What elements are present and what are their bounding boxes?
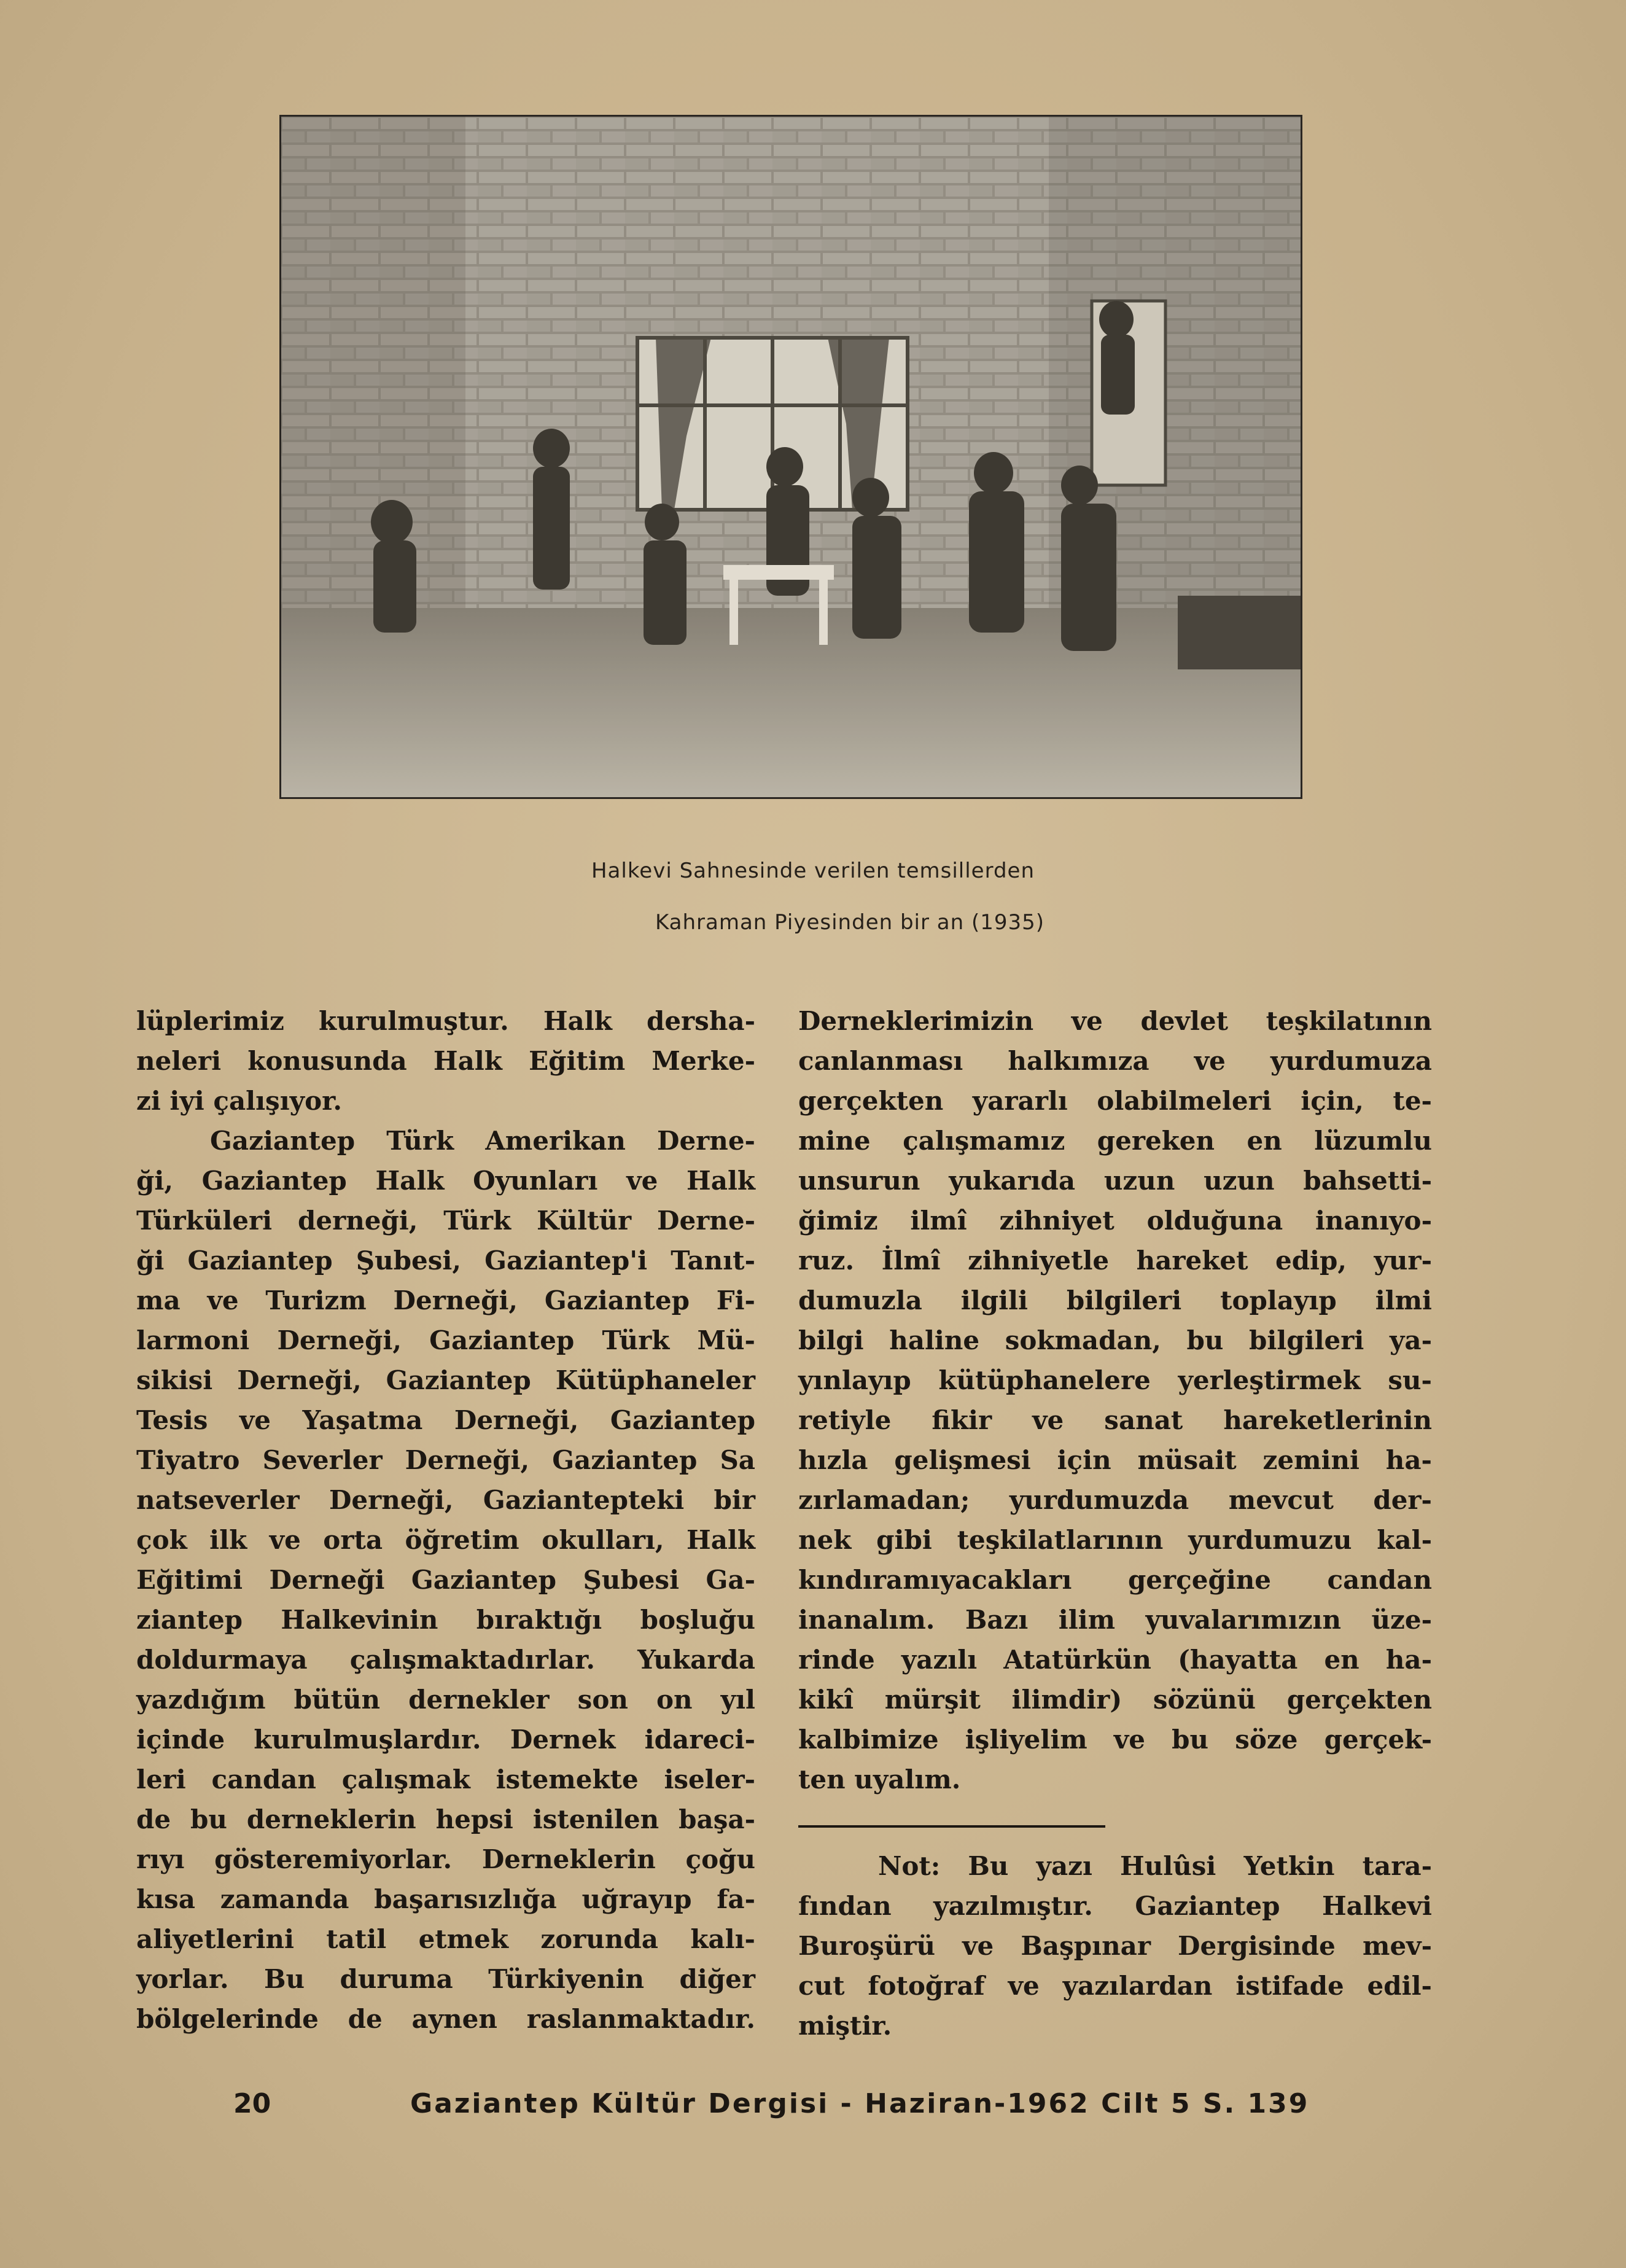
photo-caption-line-2: Kahraman Piyesinden bir an (1935) — [655, 910, 1045, 935]
note-line: cut fotoğraf ve yazılardan istifade edil- — [798, 1971, 1432, 2001]
note-line: fından yazılmıştır. Gaziantep Halkevi — [798, 1891, 1432, 1921]
text-line: rinde yazılı Atatürkün (hayatta en ha- — [798, 1645, 1432, 1675]
stage-scene-image — [281, 117, 1301, 797]
note-line: Buroşürü ve Başpınar Dergisinde mev- — [798, 1931, 1432, 1961]
photo-caption-line-1: Halkevi Sahnesinde verilen temsillerden — [591, 859, 1035, 883]
text-line: ziantep Halkevinin bıraktığı boşluğu — [136, 1605, 755, 1635]
text-line: kalbimize işliyelim ve bu söze gerçek- — [798, 1724, 1432, 1755]
text-line: ma ve Turizm Derneği, Gaziantep Fi- — [136, 1285, 755, 1315]
text-line: kısa zamanda başarısızlığa uğrayıp fa- — [136, 1884, 755, 1914]
text-line: yazdığım bütün dernekler son on yıl — [136, 1685, 755, 1715]
left-column — [136, 1001, 755, 2039]
text-line: Eğitimi Derneği Gaziantep Şubesi Ga- — [136, 1565, 755, 1595]
right-column — [798, 1001, 1432, 2046]
text-line: aliyetlerini tatil etmek zorunda kalı- — [136, 1924, 755, 1954]
text-line: neleri konusunda Halk Eğitim Merke- — [136, 1046, 755, 1076]
stage-photograph — [281, 117, 1301, 797]
text-line: leri candan çalışmak istemekte iseler- — [136, 1764, 755, 1795]
text-line: sikisi Derneği, Gaziantep Kütüphaneler — [136, 1365, 755, 1395]
text-line: mine çalışmamız gereken en lüzumlu — [798, 1126, 1432, 1156]
text-line: zi iyi çalışıyor. — [136, 1086, 342, 1116]
text-line: ği Gaziantep Şubesi, Gaziantep'i Tanıt- — [136, 1245, 755, 1276]
note-divider — [798, 1825, 1105, 1828]
text-line: içinde kurulmuşlardır. Dernek idareci- — [136, 1724, 755, 1755]
text-line: de bu derneklerin hepsi istenilen başa- — [136, 1804, 755, 1834]
text-line: larmoni Derneği, Gaziantep Türk Mü- — [136, 1325, 755, 1355]
text-line: çok ilk ve orta öğretim okulları, Halk — [136, 1525, 755, 1555]
text-line: ten uyalım. — [798, 1764, 961, 1795]
text-line: hızla gelişmesi için müsait zemini ha- — [798, 1445, 1432, 1475]
note-line: miştir. — [798, 2011, 892, 2041]
page-number: 20 — [233, 2088, 271, 2119]
text-line: lüplerimiz kurulmuştur. Halk dersha- — [136, 1006, 755, 1036]
text-line: ruz. İlmî zihniyetle hareket edip, yur- — [798, 1245, 1432, 1276]
text-line: bilgi haline sokmadan, bu bilgileri ya- — [798, 1325, 1432, 1355]
text-line: retiyle fikir ve sanat hareketlerinin — [798, 1405, 1432, 1435]
text-line: Derneklerimizin ve devlet teşkilatının — [798, 1006, 1432, 1036]
text-line: yorlar. Bu duruma Türkiyenin diğer — [136, 1964, 755, 1994]
journal-citation: Gaziantep Kültür Dergisi - Haziran-1962 Cilt 5 S. 139 — [410, 2088, 1310, 2119]
text-line: rıyı gösteremiyorlar. Derneklerin çoğu — [136, 1844, 755, 1874]
text-line: Tiyatro Severler Derneği, Gaziantep Sa — [136, 1445, 755, 1475]
text-line: inanalım. Bazı ilim yuvalarımızın üze- — [798, 1605, 1432, 1635]
text-line: canlanması halkımıza ve yurdumuza — [798, 1046, 1432, 1076]
text-line: nek gibi teşkilatlarının yurdumuzu kal- — [798, 1525, 1432, 1555]
text-line: gerçekten yararlı olabilmeleri için, te- — [798, 1086, 1432, 1116]
text-line: Gaziantep Türk Amerikan Derne- — [210, 1126, 755, 1156]
text-line: natseverler Derneği, Gaziantepteki bir — [136, 1485, 755, 1515]
note-line: Not: Bu yazı Hulûsi Yetkin tara- — [878, 1851, 1432, 1881]
text-line: dumuzla ilgili bilgileri toplayıp ilmi — [798, 1285, 1432, 1315]
page-footer — [0, 2088, 1626, 2131]
text-line: kikî mürşit ilimdir) sözünü gerçekten — [798, 1685, 1432, 1715]
text-line: bölgelerinde de aynen raslanmaktadır. — [136, 2004, 755, 2034]
text-line: ğimiz ilmî zihniyet olduğuna inanıyo- — [798, 1206, 1432, 1236]
text-line: zırlamadan; yurdumuzda mevcut der- — [798, 1485, 1432, 1515]
text-line: doldurmaya çalışmaktadırlar. Yukarda — [136, 1645, 755, 1675]
text-line: Tesis ve Yaşatma Derneği, Gaziantep — [136, 1405, 755, 1435]
text-line: yınlayıp kütüphanelere yerleştirmek su- — [798, 1365, 1432, 1395]
text-line: unsurun yukarıda uzun uzun bahsetti- — [798, 1166, 1432, 1196]
text-line: kındıramıyacakları gerçeğine candan — [798, 1565, 1432, 1595]
text-line: Türküleri derneği, Türk Kültür Derne- — [136, 1206, 755, 1236]
text-line: ği, Gaziantep Halk Oyunları ve Halk — [136, 1166, 755, 1196]
